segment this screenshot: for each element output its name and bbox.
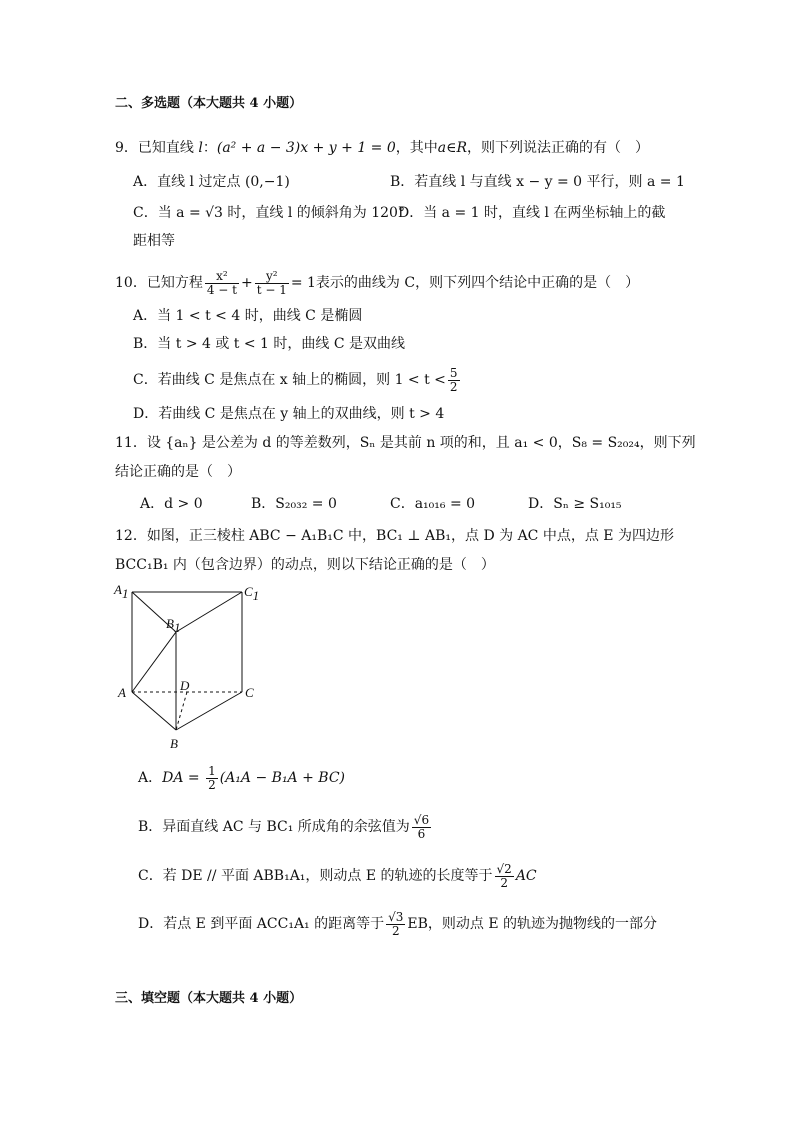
q10-option-d: D．若曲线 C 是焦点在 y 轴上的双曲线，则 t > 4 (133, 406, 445, 422)
q12-option-d-fraction (386, 911, 405, 938)
q10-stem-text-a: 已知方程 (146, 275, 203, 291)
q10-fraction-y-denominator: t − 1 (256, 282, 287, 297)
edge-b1-c1 (176, 592, 242, 632)
q9-domain: a∈R (437, 140, 468, 156)
q12-option-b-denominator: 6 (417, 826, 426, 841)
q10-number: 10． (115, 275, 147, 291)
q11-option-d: D．Sₙ ≥ S₁₀₁₅ (528, 496, 622, 512)
q9-number: 9． (115, 140, 138, 156)
label-a: A (118, 685, 126, 700)
q9-stem-text-a: 已知直线 (137, 140, 199, 156)
q12-option-b-text: B．异面直线 AC 与 BC₁ 所成角的余弦值为 (138, 819, 410, 835)
q9-colon: ： (202, 140, 217, 156)
q10-fraction-x-numerator: x² (205, 270, 239, 284)
q11-option-a: A．d > 0 (140, 496, 203, 512)
q11-option-c: C．a₁₀₁₆ = 0 (390, 496, 476, 512)
q9-option-b: B．若直线 l 与直线 x − y = 0 平行，则 a = 1 (390, 174, 685, 190)
q12-option-b-numerator: √6 (413, 812, 430, 827)
q9-option-d-continued: 距相等 (133, 233, 175, 249)
q12-option-c-text: C．若 DE // 平面 ABB₁A₁，则动点 E 的轨迹的长度等于 (138, 868, 493, 884)
q10-stem (115, 266, 639, 300)
q12-option-d-denominator: 2 (391, 923, 400, 938)
q10-option-a: A．当 1 < t < 4 时，曲线 C 是椭圆 (133, 308, 363, 324)
q11-stem-line-1: 11．设 {aₙ} 是公差为 d 的等差数列，Sₙ 是其前 n 项的和，且 a₁ < 0，S₈ = S₂₀₂₄，则下列 (115, 435, 696, 451)
q10-option-c-text: C．若曲线 C 是焦点在 x 轴上的椭圆，则 1 < t < (133, 372, 446, 388)
prism-figure (110, 580, 270, 755)
q12-option-d-text: D．若点 E 到平面 ACC₁A₁ 的距离等于 (138, 916, 385, 932)
label-b1: B1 (166, 616, 181, 635)
q9-stem-text-c: ，其中 (395, 140, 438, 156)
q12-option-c (138, 860, 537, 892)
q12-option-d (138, 908, 657, 940)
q12-stem-line-2: BCC₁B₁ 内（包含边界）的动点，则以下结论正确的是（ ） (115, 557, 495, 573)
q10-option-b: B．当 t > 4 或 t < 1 时，曲线 C 是双曲线 (133, 336, 406, 352)
q9-option-a: A．直线 l 过定点 (0,−1) (133, 174, 290, 190)
edge-a-b1 (132, 632, 176, 692)
q12-option-d-suffix: EB，则动点 E 的轨迹为抛物线的一部分 (407, 916, 658, 932)
q10-fraction-y-numerator: y² (255, 270, 289, 284)
q12-option-a-denominator: 2 (208, 777, 216, 792)
label-c: C (245, 685, 254, 700)
q12-option-a (138, 762, 345, 794)
q12-option-c-denominator: 2 (500, 875, 508, 890)
q12-option-d-numerator: √3 (388, 909, 404, 924)
q12-option-a-vectors: (A₁A − B₁A + BC) (219, 770, 346, 786)
q12-stem-line-1: 12．如图，正三棱柱 ABC − A₁B₁C 中，BC₁ ⊥ AB₁，点 D 为 AC 中点，点 E 为四边形 (115, 528, 674, 544)
q10-fraction-y (255, 270, 289, 297)
label-c1: C1 (244, 584, 260, 603)
q11-stem-line-2: 结论正确的是（ ） (115, 464, 241, 480)
q11-option-b: B．S₂₀₃₂ = 0 (251, 496, 337, 512)
q9-equation: (a² + a − 3)x + y + 1 = 0 (216, 140, 396, 156)
q10-option-c-numerator: 5 (449, 365, 458, 380)
q12-option-a-numerator: 1 (208, 763, 216, 778)
q12-option-c-suffix: AC (515, 868, 537, 884)
edge-a-b (132, 692, 176, 730)
q10-option-c-fraction (448, 367, 460, 394)
q10-option-c (133, 364, 462, 396)
q10-option-c-denominator: 2 (449, 379, 458, 394)
q9-stem-text-e: ，则下列说法正确的有（ ） (467, 140, 650, 156)
q9-option-d: D．当 a = 1 时，直线 l 在两坐标轴上的截 (398, 205, 666, 221)
section-3-heading: 三、填空题（本大题共 4 小题） (115, 991, 303, 1006)
q12-option-c-fraction (495, 863, 514, 890)
q10-fraction-x-denominator: 4 − t (206, 282, 237, 297)
q9-option-c: C．当 a = √3 时，直线 l 的倾斜角为 120° (133, 205, 405, 221)
q12-option-c-numerator: √2 (496, 861, 512, 876)
edge-b-c (176, 692, 242, 730)
q10-stem-text-b: = 1表示的曲线为 C，则下列四个结论中正确的是（ ） (290, 275, 640, 291)
label-a1: A1 (114, 582, 129, 601)
q10-fraction-x (205, 270, 239, 297)
q12-option-b (138, 811, 433, 843)
q12-option-b-fraction (412, 814, 431, 841)
label-b: B (170, 736, 178, 751)
q12-option-a-fraction (206, 765, 218, 792)
q10-plus: + (240, 275, 253, 291)
q12-option-a-expr: DA = (162, 770, 205, 786)
q9-stem: 9．已知直线 l：(a² + a − 3)x + y + 1 = 0，其中a∈R，则下列说法正确的有（ ） (115, 140, 650, 156)
label-d: D (180, 678, 190, 693)
q12-option-a-label: A． (138, 770, 163, 786)
section-2-heading: 二、多选题（本大题共 4 小题） (115, 96, 303, 111)
